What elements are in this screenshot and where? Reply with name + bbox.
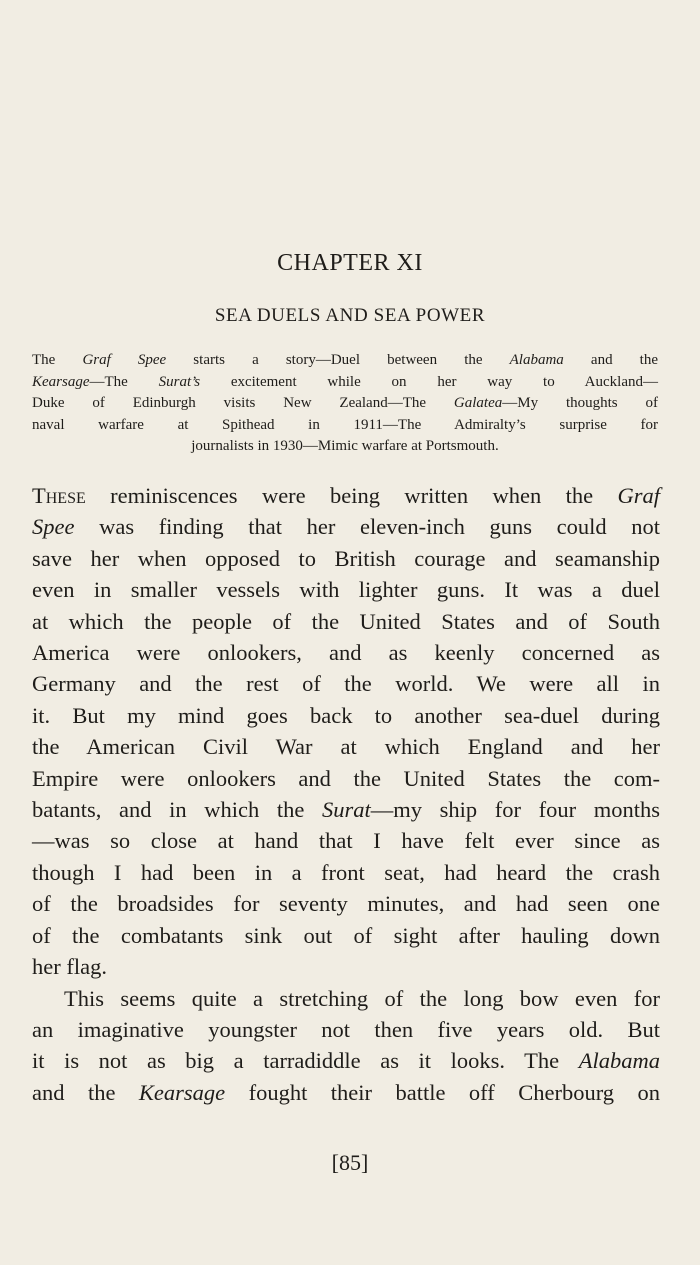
chapter-title: CHAPTER XI <box>277 250 423 276</box>
synopsis-line: The Graf Spee starts a story—Duel between the Alabama and the <box>32 352 659 368</box>
text-line: and the Kearsage fought their battle off Cherbourg on <box>32 1079 660 1105</box>
text-line: America were onlookers, and as keenly concerned as <box>32 640 660 666</box>
text-line: it. But my mind goes back to another sea-duel during <box>32 702 660 728</box>
text-line: an imaginative youngster not then five years old. But <box>32 1016 660 1042</box>
text-line: though I had been in a front seat, had heard the crash <box>32 859 660 885</box>
synopsis-line: Duke of Edinburgh visits New Zealand—The Galatea—My thoughts of <box>32 395 658 412</box>
text-line: These reminiscences were being written when the Graf <box>32 483 660 508</box>
text-line: —was so close at hand that I have felt ever since as <box>32 828 660 854</box>
text-line: at which the people of the United States and of South <box>32 608 660 634</box>
text-line: batants, and in which the Surat—my ship for four months <box>32 797 660 823</box>
text-line: Spee was finding that her eleven-inch guns could not <box>32 514 660 540</box>
text-line: the American Civil War at which England and her <box>32 734 660 760</box>
text-line: her flag. <box>32 954 107 980</box>
synopsis-line: Kearsage—The Surat’s excitement while on her way to Auckland— <box>32 373 658 390</box>
text-line: even in smaller vessels with lighter guns. It was a duel <box>32 577 660 603</box>
body-text <box>32 480 660 1108</box>
text-line: save her when opposed to British courage and seamanship <box>32 545 660 571</box>
text-line: This seems quite a stretching of the long bow even for <box>64 985 660 1011</box>
synopsis-line: journalists in 1930—Mimic warfare at Portsmouth. <box>191 438 499 455</box>
text-line: it is not as big a tarradiddle as it looks. The Alabama <box>32 1048 660 1074</box>
text-line: Germany and the rest of the world. We were all in <box>32 671 660 697</box>
synopsis-line: naval warfare at Spithead in 1911—The Admiralty’s surprise for <box>32 416 658 433</box>
text-line: of the broadsides for seventy minutes, and had seen one <box>32 891 660 917</box>
chapter-subtitle: SEA DUELS AND SEA POWER <box>214 305 486 326</box>
text-line: of the combatants sink out of sight after hauling down <box>32 922 660 948</box>
chapter-synopsis <box>32 350 658 458</box>
page-number: [85] <box>331 1150 369 1175</box>
text-line: Empire were onlookers and the United States the com- <box>32 765 660 791</box>
